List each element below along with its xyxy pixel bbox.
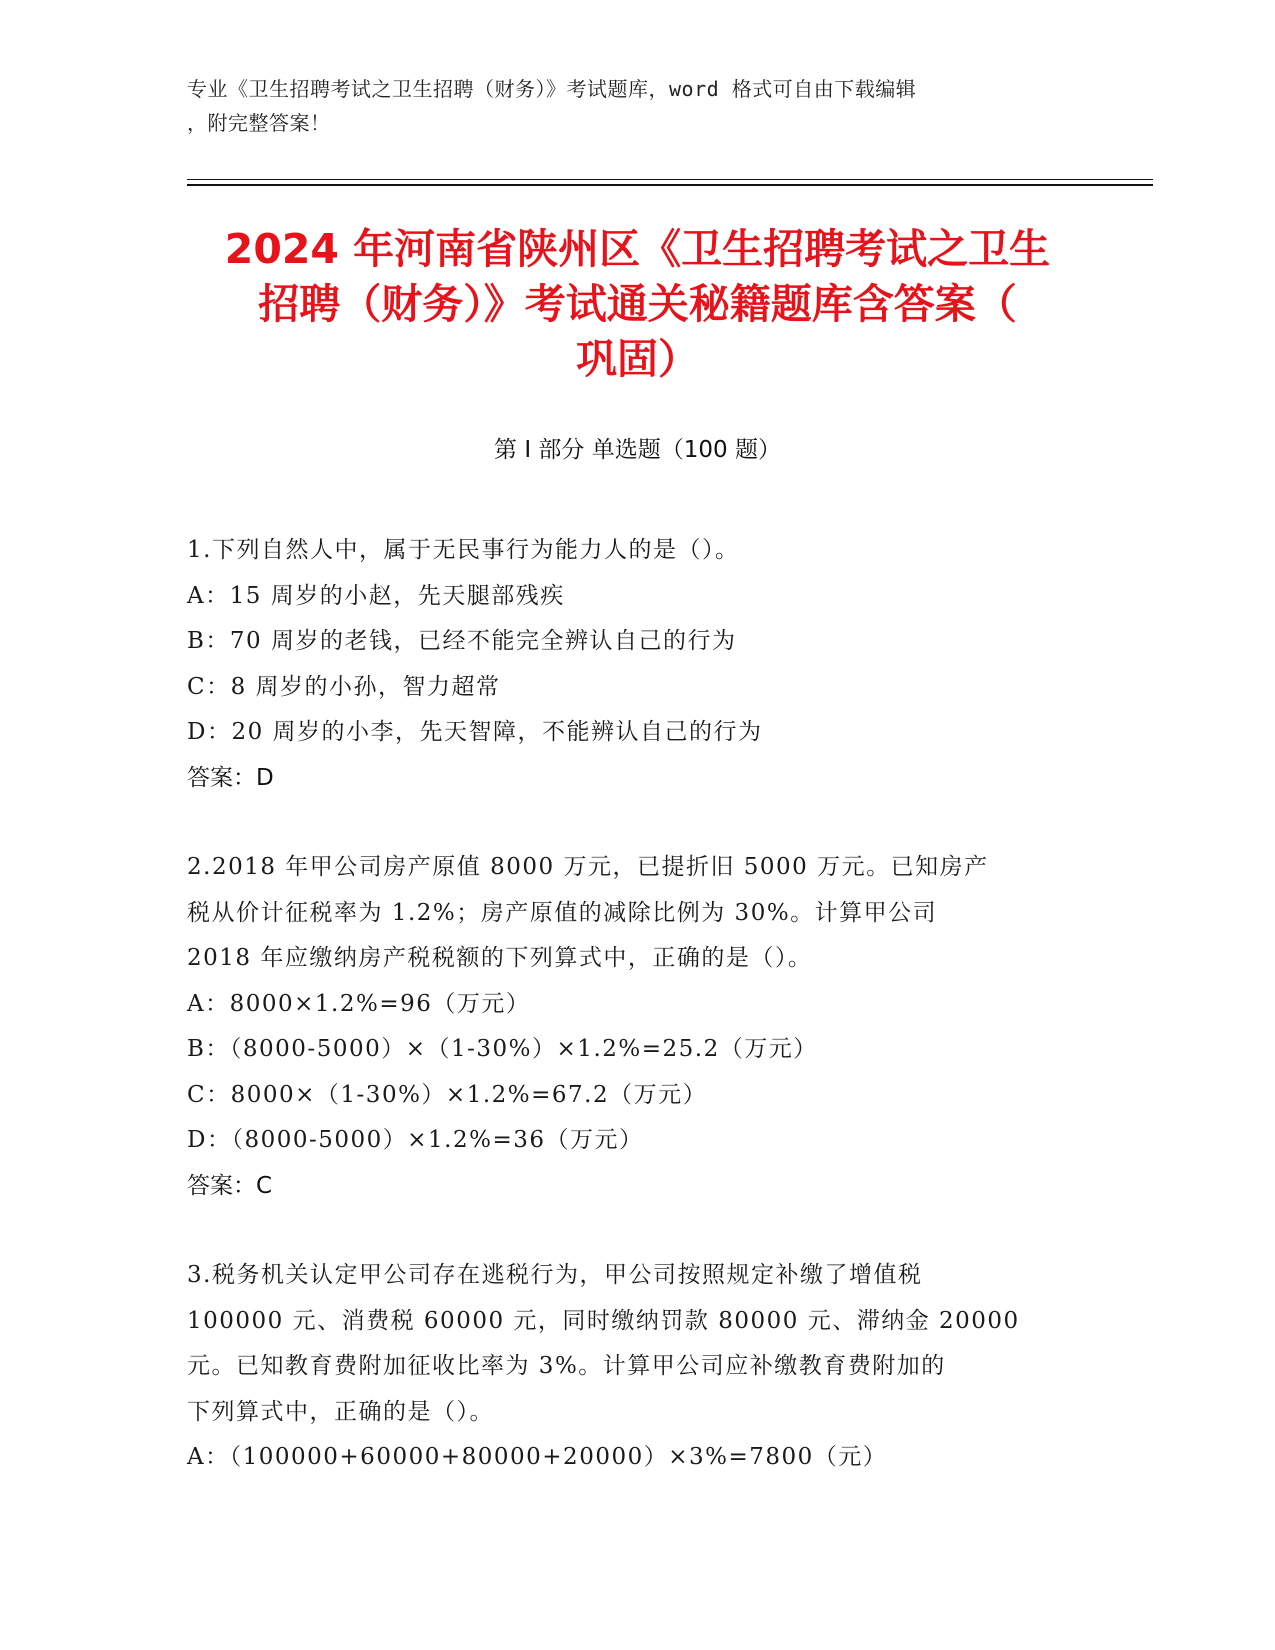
header-note-line-1: 专业《卫生招聘考试之卫生招聘（财务）》考试题库，word 格式可自由下载编辑 <box>187 77 917 101</box>
header-note-line-2: ，附完整答案！ <box>187 111 331 135</box>
header-note <box>187 72 1077 140</box>
option-b: B：70 周岁的老钱，已经不能完全辨认自己的行为 <box>187 628 737 654</box>
answer-line: 答案：D <box>187 764 274 791</box>
header-divider-thin <box>187 179 1153 180</box>
question-3 <box>187 1253 1077 1481</box>
option-c: C：8 周岁的小孙，智力超常 <box>187 673 501 700</box>
document-title-line-3: 巩固） <box>576 335 699 383</box>
question-stem <box>187 1253 1077 1435</box>
question-stem-line: 2018 年应缴纳房产税税额的下列算式中，正确的是（）。 <box>187 945 813 971</box>
question-stem-line: 1.下列自然人中，属于无民事行为能力人的是（）。 <box>187 537 740 563</box>
option-d: D：20 周岁的小李，先天智障，不能辨认自己的行为 <box>187 719 763 745</box>
question-stem-line: 下列算式中，正确的是（）。 <box>187 1398 494 1425</box>
option-c: C：8000×（1-30%）×1.2%=67.2（万元） <box>187 1081 708 1108</box>
question-stem-line: 元。已知教育费附加征收比率为 3%。计算甲公司应补缴教育费附加的 <box>187 1353 946 1379</box>
option-d: D：（8000-5000）×1.2%=36（万元） <box>187 1127 644 1153</box>
question-stem-line: 税从价计征税率为 1.2%；房产原值的减除比例为 30%。计算甲公司 <box>187 899 938 926</box>
answer-line: 答案：C <box>187 1172 273 1199</box>
question-1 <box>187 528 1077 801</box>
question-stem <box>187 528 1077 574</box>
question-stem <box>187 845 1077 982</box>
question-list <box>187 528 1077 1525</box>
question-2 <box>187 845 1077 1209</box>
question-stem-line: 100000 元、消费税 60000 元，同时缴纳罚款 80000 元、滞纳金 20000 <box>187 1307 1020 1334</box>
option-a: A：8000×1.2%=96（万元） <box>187 990 531 1017</box>
option-b: B：（8000-5000）×（1-30%）×1.2%=25.2（万元） <box>187 1036 818 1062</box>
question-stem-line: 3.税务机关认定甲公司存在逃税行为，甲公司按照规定补缴了增值税 <box>187 1262 923 1288</box>
section-heading: 第 I 部分 单选题（100 题） <box>494 437 781 463</box>
document-title <box>180 222 1095 387</box>
option-a: A：15 周岁的小赵，先天腿部残疾 <box>187 582 565 609</box>
document-title-line-1: 2024 年河南省陕州区《卫生招聘考试之卫生 <box>224 225 1051 273</box>
option-a: A：（100000+60000+80000+20000）×3%=7800（元） <box>187 1444 888 1470</box>
document-title-line-2: 招聘（财务）》考试通关秘籍题库含答案（ <box>258 280 1017 328</box>
question-stem-line: 2.2018 年甲公司房产原值 8000 万元，已提折旧 5000 万元。已知房产 <box>187 854 989 880</box>
header-divider-thick <box>187 184 1153 186</box>
